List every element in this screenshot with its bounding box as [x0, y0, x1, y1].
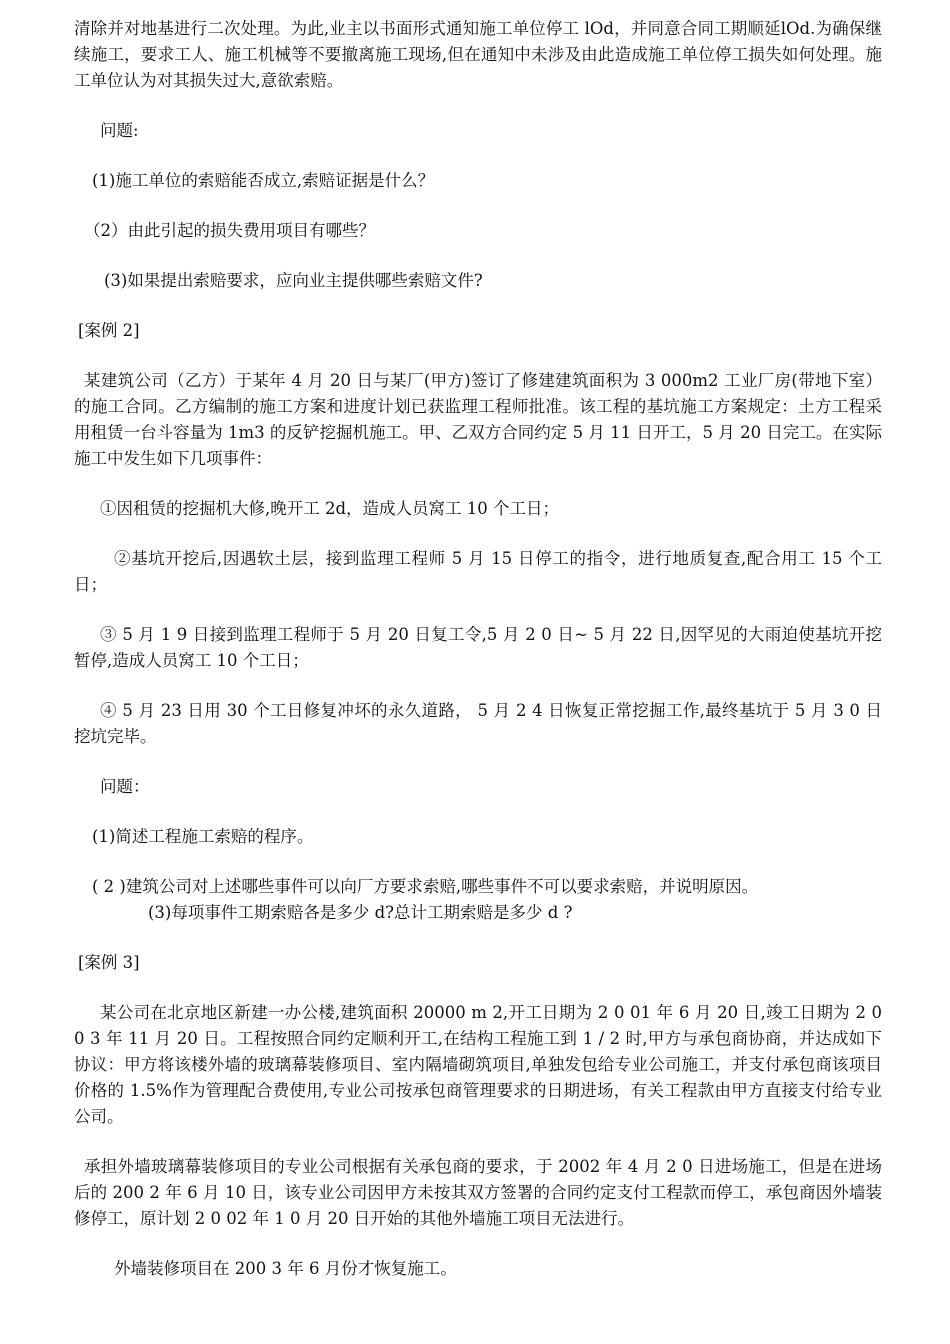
question-2-3: (3)每项事件工期索赔各是多少 d?总计工期索赔是多少 d ?	[148, 903, 573, 922]
case-3-paragraph-1: 某公司在北京地区新建一办公楼,建筑面积 20000 m 2,开工日期为 2 0 01 年 6 月 20 日,竣工日期为 2 0 0 3 年 11 月 20 日。工程按照合同约定顺利开工,在结构工程施工到 1 / 2 时,甲方与承包商协商，并达成如下协议：甲方将该楼外墙的玻璃幕装修项目、室内隔墙砌筑项目,单独发包给专业公司施工，并支付承包商该项目价格的 1.5%作为管理配合费使用,专业公司按承包商管理要求的日期进场，有关工程款由甲方直接支付给专业公司。	[74, 1003, 882, 1126]
question-label-1: 问题:	[100, 121, 139, 140]
question-1-2: （2）由此引起的损失费用项目有哪些？	[84, 221, 375, 240]
question-2-2: ( 2 )建筑公司对上述哪些事件可以向厂方要求索赔,哪些事件不可以要求索赔，并说明原因。	[92, 877, 759, 896]
question-1-1: (1)施工单位的索赔能否成立,索赔证据是什么？	[92, 171, 435, 190]
case-3-paragraph-3: 外墙装修项目在 200 3 年 6 月份才恢复施工。	[114, 1259, 457, 1278]
event-4: ④ 5 月 23 日用 30 个工日修复冲坏的永久道路， 5 月 2 4 日恢复正常挖掘工作,最终基坑于 5 月 3 0 日挖坑完毕。	[74, 701, 882, 746]
case-2-heading: [案例 2]	[78, 321, 140, 340]
case-3-paragraph-2: 承担外墙玻璃幕装修项目的专业公司根据有关承包商的要求，于 2002 年 4 月 2 0 日进场施工，但是在进场后的 200 2 年 6 月 10 日，该专业公司因甲方未按其双方签署的合同约定支付工程款而停工，承包商因外墙装修停工，原计划 2 0 02 年 1 0 月 20 日开始的其他外墙施工项目无法进行。	[74, 1157, 882, 1228]
question-2-1: (1)简述工程施工索赔的程序。	[92, 827, 314, 846]
question-label-2: 问题：	[100, 777, 150, 796]
case-3-heading: [案例 3]	[78, 953, 140, 972]
question-1-3: (3)如果提出索赔要求，应向业主提供哪些索赔文件?	[104, 271, 483, 290]
event-3: ③ 5 月 1 9 日接到监理工程师于 5 月 20 日复工令,5 月 2 0 日~ 5 月 22 日,因罕见的大雨迫使基坑开挖暂停,造成人员窝工 10 个工日；	[74, 625, 882, 670]
paragraph-intro: 清除并对地基进行二次处理。为此,业主以书面形式通知施工单位停工 lOd，并同意合同工期顺延lOd.为确保继续施工，要求工人、施工机械等不要撤离施工现场,但在通知中未涉及由此造成施工单位停工损失如何处理。施工单位认为对其损失过大,意欲索赔。	[74, 19, 882, 90]
event-1: ①因租赁的挖掘机大修,晚开工 2d，造成人员窝工 10 个工日；	[100, 499, 560, 518]
event-2: ②基坑开挖后,因遇软土层，接到监理工程师 5 月 15 日停工的指令，进行地质复查,配合用工 15 个工日；	[74, 549, 882, 594]
case-2-paragraph: 某建筑公司（乙方）于某年 4 月 20 日与某厂(甲方)签订了修建建筑面积为 3 000m2 工业厂房(带地下室）的施工合同。乙方编制的施工方案和进度计划已获监理工程师批准。该工程的基坑施工方案规定：土方工程采用租赁一台斗容量为 1m3 的反铲挖掘机施工。甲、乙双方合同约定 5 月 11 日开工，5 月 20 日完工。在实际施工中发生如下几项事件：	[74, 371, 882, 468]
